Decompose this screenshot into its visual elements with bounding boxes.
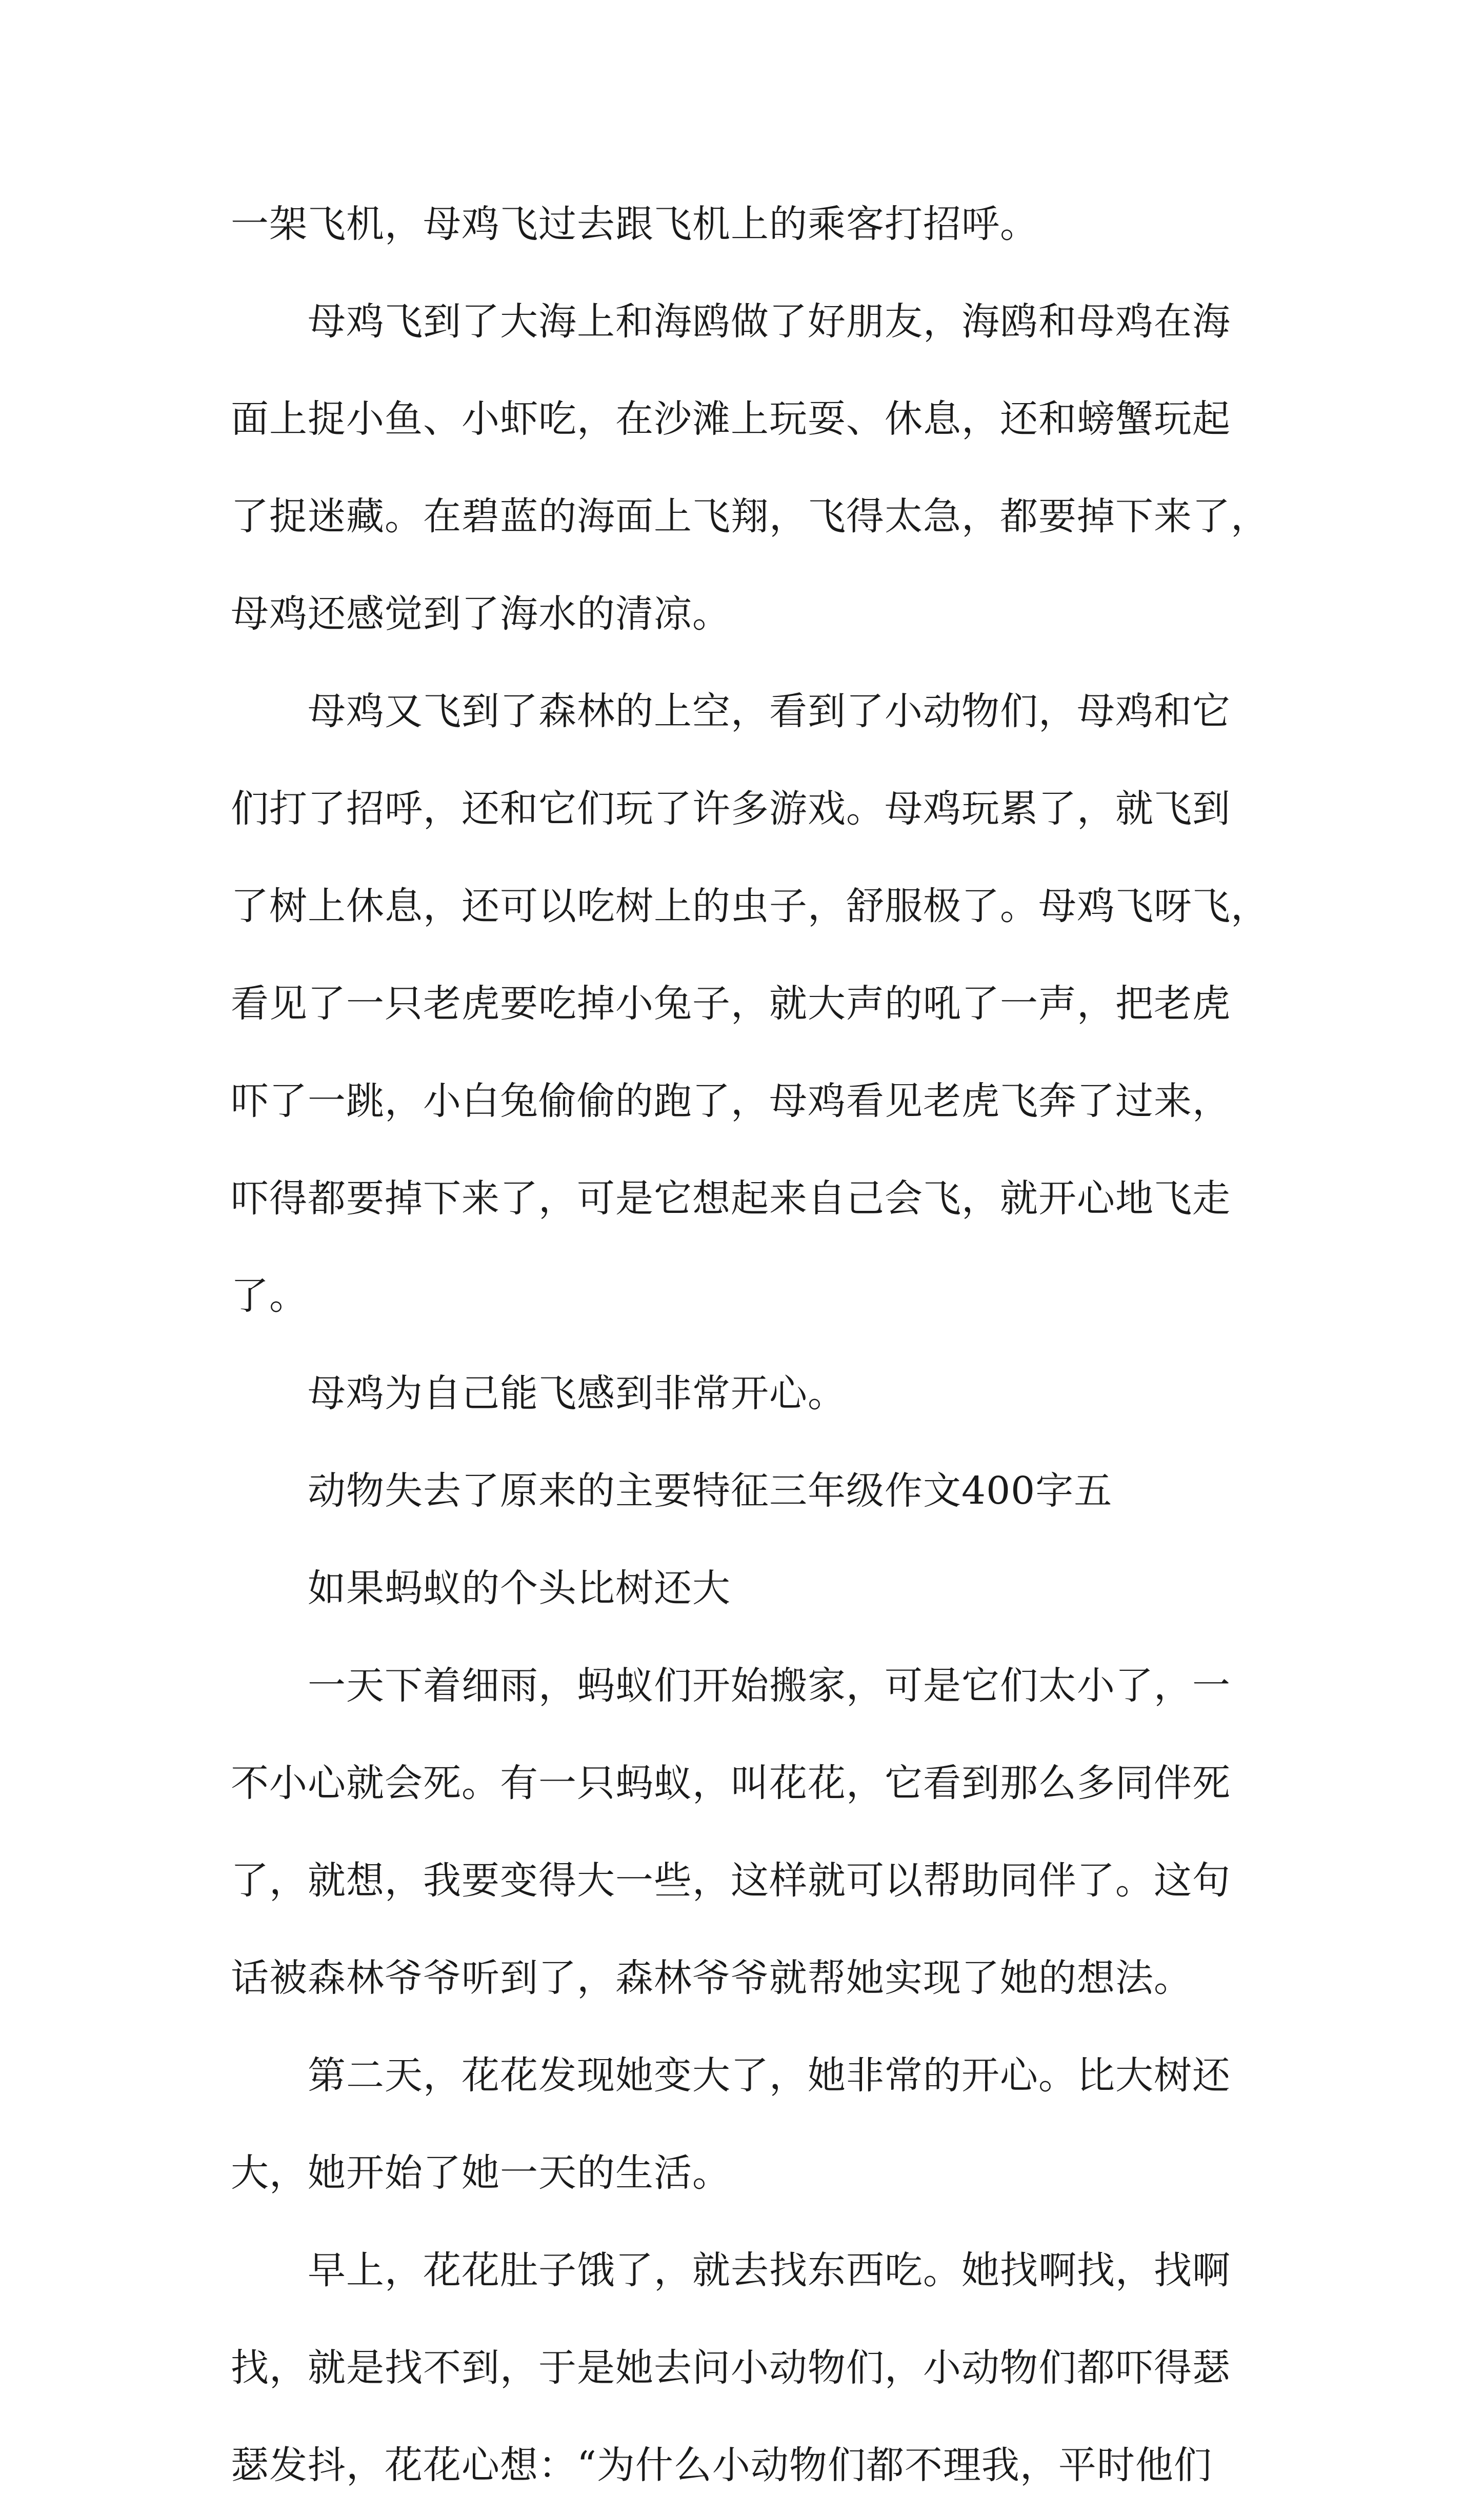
text-line: 一天下着细雨，蚂蚁们开始搬家，可是它们太小了，一 — [308, 1664, 1231, 1708]
text-line: 大，她开始了她一天的生活。 — [231, 2151, 731, 2195]
text-line: 母鸡还感觉到了海水的清凉。 — [231, 592, 731, 636]
text-line: 吓得都要掉下来了，可是它想起来自己会飞，就开心地飞走 — [231, 1176, 1231, 1221]
text-line: 面上捉小鱼、小虾吃，在沙滩上玩耍、休息，还和螃蟹玩起 — [231, 397, 1231, 441]
text-line: 话被森林爷爷听到了，森林爷爷就帮她实现了她的想法。 — [231, 1956, 1192, 2000]
text-line: 找，就是找不到，于是她去问小动物们，小动物们都吓得瑟 — [231, 2346, 1231, 2390]
text-line: 了捉迷藏。在碧蓝的海面上飞翔，飞得太急，都要掉下来了， — [231, 494, 1269, 538]
text-line: 早上，花花肚子饿了，就去找东西吃。她找啊找，找啊 — [308, 2248, 1231, 2292]
text-line: 瑟发抖，花花心想：“为什么小动物们都不理我，平时他们 — [231, 2443, 1212, 2487]
text-line: 了。 — [231, 1274, 308, 1318]
text-line: 看见了一只老虎要吃掉小兔子，就大声的吼了一声，把老虎 — [231, 982, 1231, 1026]
text-line: 母鸡又飞到了森林的上空，看到了小动物们，母鸡和它 — [308, 689, 1231, 733]
text-line: 第二天，花花发现她变大了，她非常的开心。比大树还 — [308, 2053, 1231, 2098]
text-line: 们打了招呼，还和它们玩了许多游戏。母鸡玩累了，就飞到 — [231, 787, 1231, 831]
text-line: 一架飞机，母鸡飞过去跟飞机上的乘客打招呼。 — [231, 202, 1038, 246]
essay-title: 如果蚂蚁的个头比树还大 — [308, 1566, 731, 1610]
text-line: 吓了一跳，小白兔偷偷的跑了，母鸡看见老虎飞奔了过来， — [231, 1079, 1231, 1123]
text-line: 了，就想，我要变得大一些，这样就可以帮助同伴了。这句 — [231, 1859, 1231, 1903]
text-line: 母鸡飞到了大海上和海鸥做了好朋友，海鸥和母鸡在海 — [308, 300, 1231, 344]
text-line: 了树上休息，还可以吃树上的虫子，舒服极了。母鸡飞呀飞， — [231, 884, 1269, 928]
section-heading: 动物失去了原来的主要特征三年级作文400字五 — [308, 1469, 1113, 1513]
text-line: 母鸡为自己能飞感到非常开心。 — [308, 1371, 846, 1415]
document-body — [231, 175, 1269, 2514]
text-line: 不小心就会死。有一只蚂蚁，叫花花，它看到那么多同伴死 — [231, 1761, 1231, 1805]
